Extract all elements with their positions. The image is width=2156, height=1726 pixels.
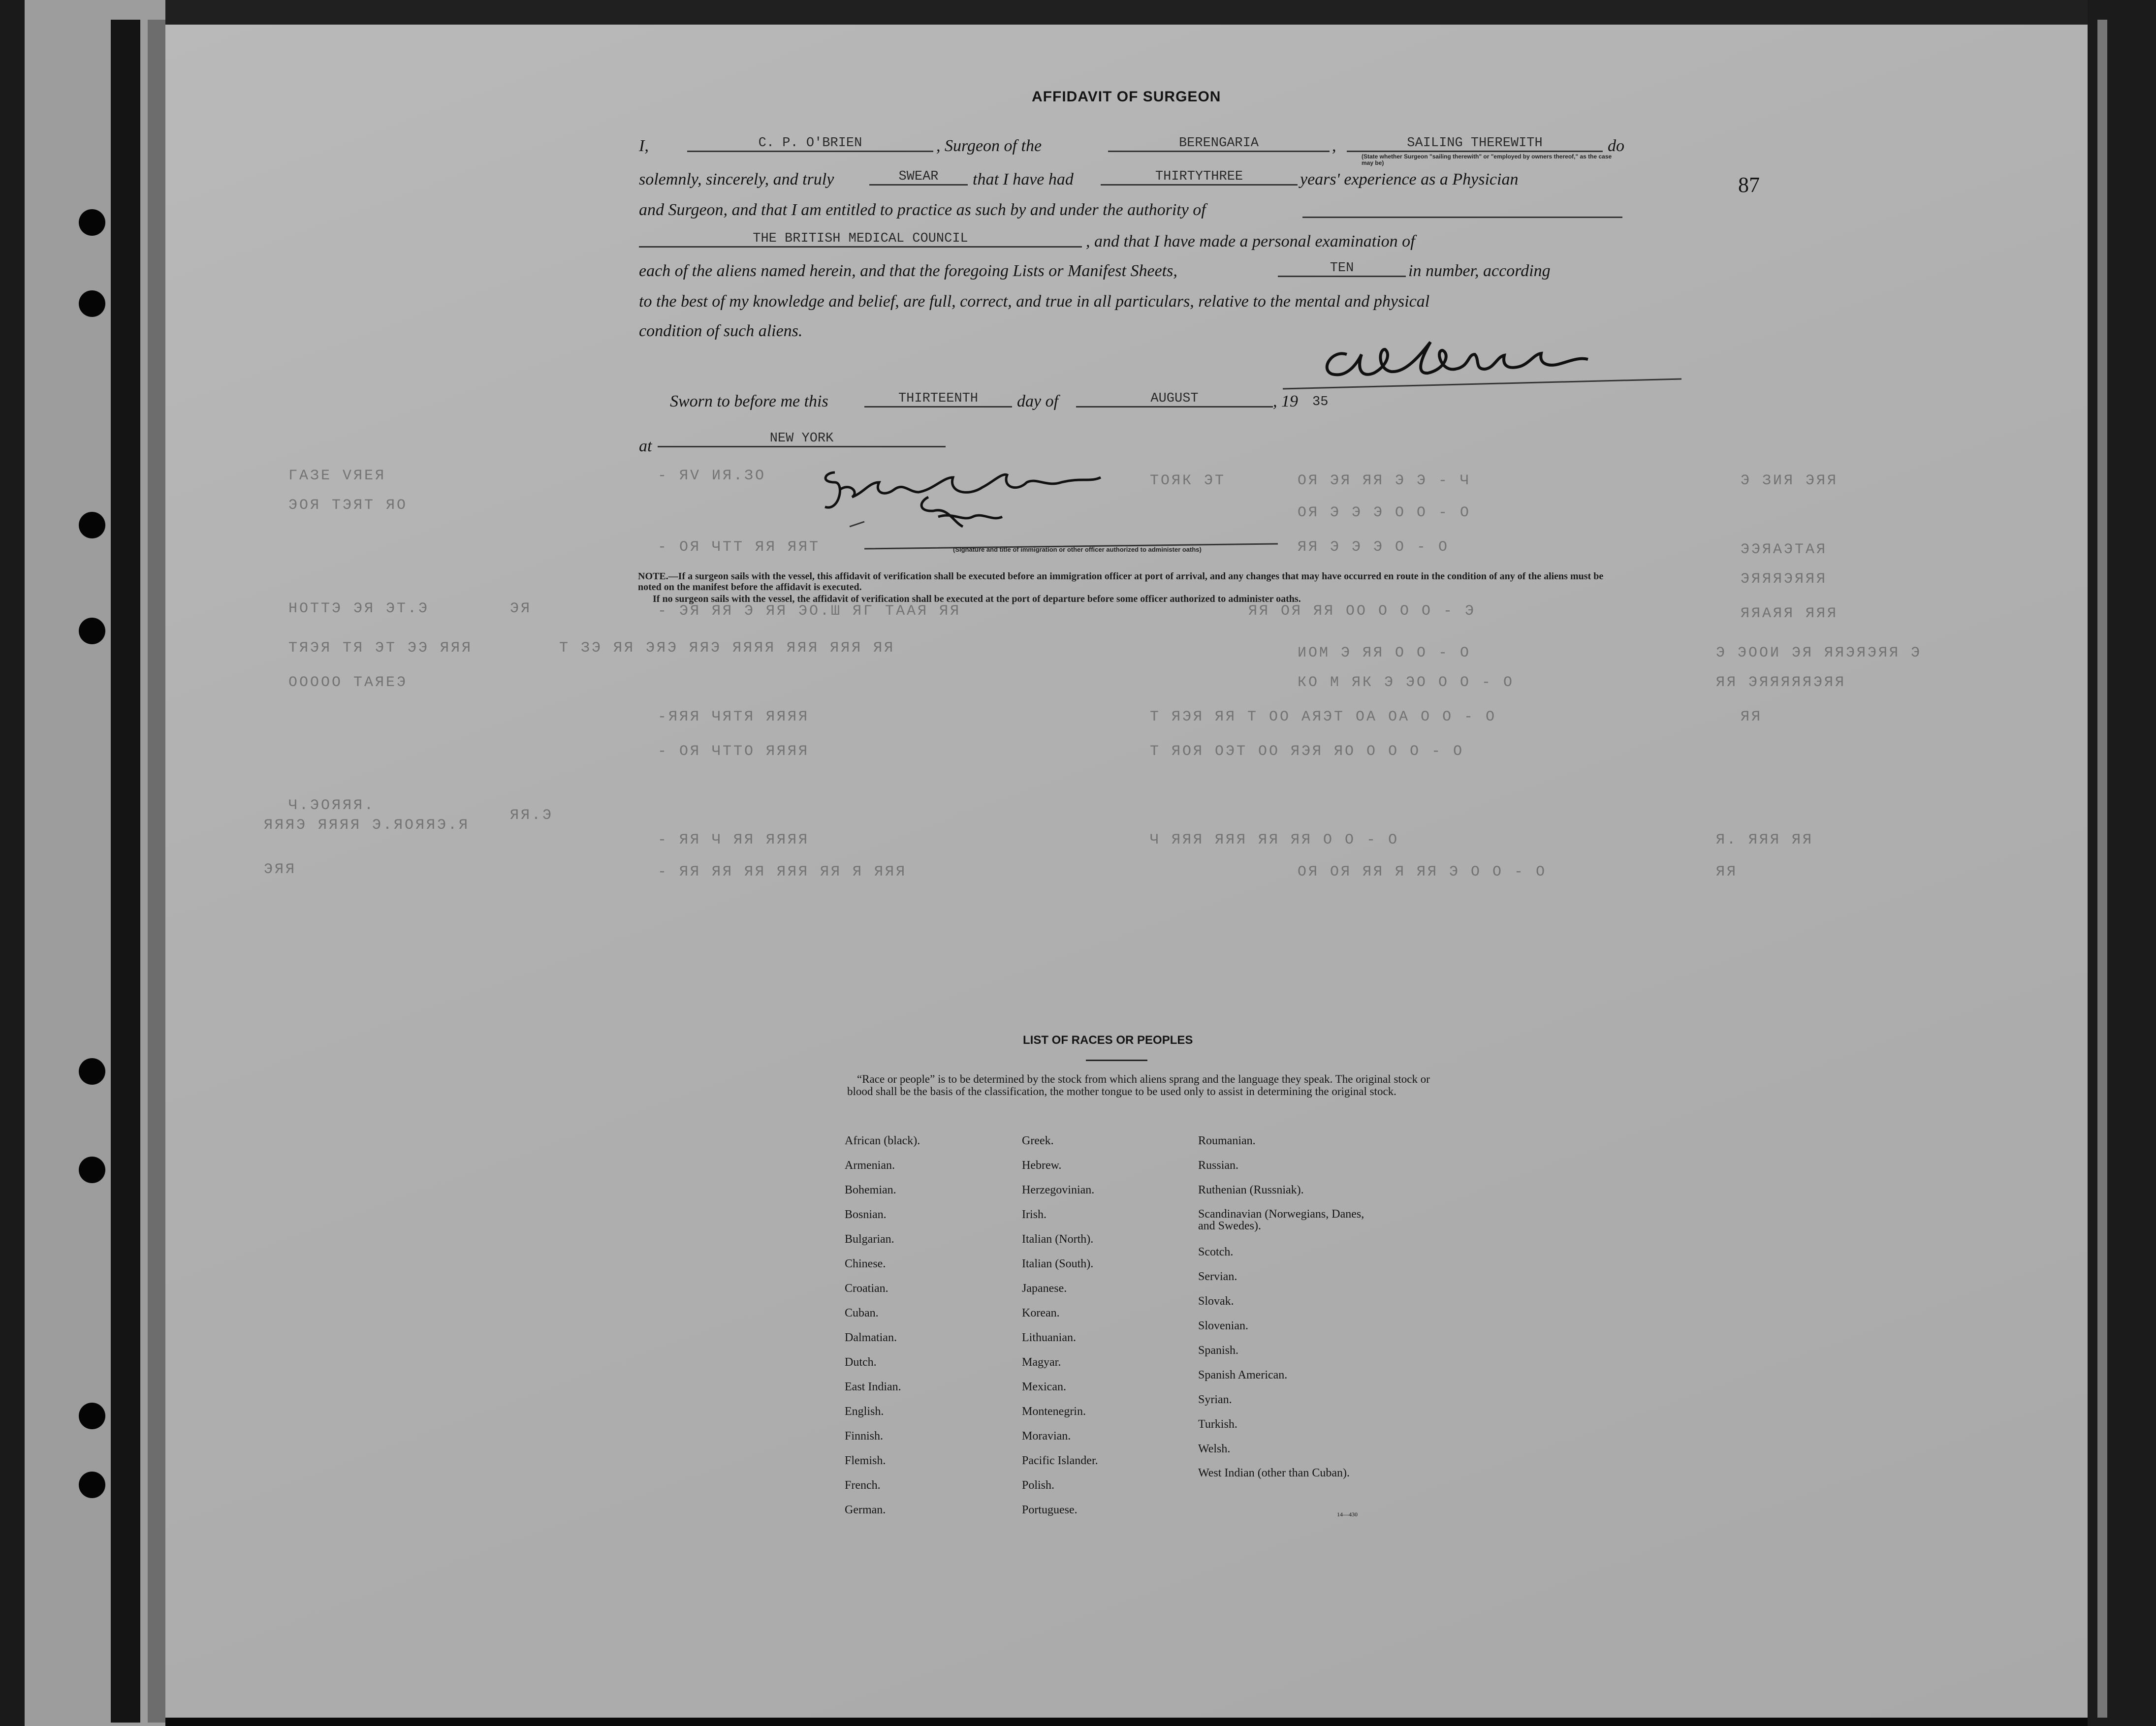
race-item: Moravian. xyxy=(1022,1430,1071,1443)
punch-hole xyxy=(79,1403,105,1429)
comma: , xyxy=(1332,137,1336,155)
authority-blank xyxy=(1302,200,1622,218)
race-item: Finnish. xyxy=(845,1430,884,1443)
race-item: Montenegrin. xyxy=(1022,1405,1086,1418)
sheets-field: TEN xyxy=(1278,261,1406,277)
race-item: Japanese. xyxy=(1022,1282,1067,1295)
text: each of the aliens named herein, and that the foregoing Lists or Manifest Sheets, xyxy=(639,262,1177,280)
race-item: Chinese. xyxy=(845,1257,886,1270)
race-item: Slovak. xyxy=(1198,1295,1234,1308)
punch-hole xyxy=(79,618,105,644)
race-item: Magyar. xyxy=(1022,1356,1061,1369)
race-item: Spanish American. xyxy=(1198,1369,1288,1381)
oath-field: SWEAR xyxy=(869,169,968,186)
race-item: Scandinavian (Norwegians, Danes, and Swedes). xyxy=(1198,1208,1364,1232)
punch-hole xyxy=(79,512,105,538)
text: at xyxy=(639,437,652,455)
race-item: French. xyxy=(845,1479,881,1492)
text: solemnly, sincerely, and truly xyxy=(639,170,834,188)
race-item: Flemish. xyxy=(845,1454,886,1467)
race-item: Croatian. xyxy=(845,1282,888,1295)
race-item: English. xyxy=(845,1405,884,1418)
top-border xyxy=(165,0,2088,25)
race-item: Lithuanian. xyxy=(1022,1331,1076,1344)
affidavit-title: AFFIDAVIT OF SURGEON xyxy=(1032,89,1221,105)
race-item: Korean. xyxy=(1022,1307,1060,1319)
manifest-sheet: ГАЗЕ VЯЕЯ - ЯV ИЯ.ЗО ТОЯК ЭТ ОЯ ЭЯ ЯЯ Э Э - Ч Э ЗИЯ ЭЯЯ ЭОЯ ТЭЯТ ЯО ОЯ Э Э Э О О - О - ОЯ ЧТТ ЯЯ ЯЯТ ЯЯ Э Э Э О - О ЭЭЯАЭТАЯ ЭЯЯЯЭЯЯЯ НОТТЭ ЭЯ ЭТ.Э ЭЯ - ЭЯ ЯЯ Э ЯЯ ЭО.Ш ЯГ ТААЯ ЯЯ ЯЯ ОЯ ЯЯ ОО О О О - Э ЯЯАЯЯ ЯЯЯ ТЯЭЯ ТЯ ЭТ ЭЭ ЯЯЯ Т ЗЭ ЯЯ ЭЯЭ ЯЯЭ ЯЯЯЯ ЯЯЯ ЯЯЯ ЯЯ ИОМ Э ЯЯ О О - О Э ЭООИ ЭЯ ЯЯЭЯЭЯЯ Э ООООО ТАЯЕЭ КО М ЯК Э ЭО О О - О ЯЯ ЭЯЯЯЯЯЭЯЯ -ЯЯЯ ЧЯТЯ ЯЯЯЯ Т ЯЭЯ ЯЯ Т ОО АЯЭТ ОА ОА О О - О ЯЯ - ОЯ ЧТТО ЯЯЯЯ Т ЯОЯ ОЭТ ОО ЯЭЯ ЯО О О О - О Ч.ЭОЯЯЯ. ЯЯЯЭ ЯЯЯЯ Э.ЯОЯЯЭ.Я ЯЯ.Э - ЯЯ Ч ЯЯ ЯЯЯЯ Ч ЯЯЯ ЯЯЯ ЯЯ ЯЯ О О - О Я. ЯЯЯ ЯЯ ЭЯЯ - ЯЯ ЯЯ ЯЯ ЯЯЯ ЯЯ Я ЯЯЯ ОЯ ОЯ ЯЯ Я ЯЯ Э О О - О ЯЯ 87 AFFIDAVIT OF SURGEON I, C. P. O'BRIEN , Surgeon of the BERENGARIA , SAILING THEREWITH do (State whether Surgeon "sailing therewith" or "employed by owners thereof," as the case may be) solemnly, sincerely, and truly SWEAR that I have had THIRTYTHREE years' experience as a Physician and Surgeon, and that I am entitled to practice as such by and under the authority of THE BRITISH MEDICAL COUNCIL , and that I have made a personal examination of each of the aliens named herein, and that the foregoing Lists or Manifest Sheets, TEN in number, according to the best of my knowledge and belief, are full, correct, and true in all particulars, relative to the mental and physical condition of such aliens. Sworn to before me this THIRTEENTH day of AUGUST , 19 35 at NEW YORK (Signature and title of immigration or other officer authorized to administer oaths) NOTE.—If a surgeon sails with the vessel, this affidavit of verification shall be executed before an immigration officer at port of arrival, and any changes that may have occurred en route in the condition of any of the aliens must be noted on the manifest before the affidavit is executed. If no surgeon sails with the vessel, the affidavit of verification shall be executed at the port of departure before some officer authorized to administer oaths. LIST OF RACES OR PEOPLES “Race or people” is to be determined by the stock from which aliens sprang and the language they speak. The original stock or blood shall be the basis of the classification, the mother tongue to be used only to assist in determining the original stock. African (black). Armenian. Bohemian. Bosnian. Bulgarian. Chinese. Croatian. Cuban. Dalmatian. Dutch. East Indian. English. Finnish. Flemish. French. German. Greek. Hebrew. Herzegovinian. Irish. Italian (North). Italian (South). Japanese. Korean. Lithuanian. Magyar. Mexican. Montenegrin. Moravian. Pacific Islander. Polish. Portuguese. Roumanian. Russian. Ruthenian (Russniak). Scandinavian (Norwegians, Danes, and Swedes). Scotch. Servian. Slovak. Slovenian. Spanish. Spanish American. Syrian. Turkish. Welsh. West Indian (other than Cuban). 14—430 xyxy=(165,25,2088,1718)
punch-hole xyxy=(79,1058,105,1085)
race-item: Syrian. xyxy=(1198,1393,1232,1406)
race-item: Ruthenian (Russniak). xyxy=(1198,1184,1304,1196)
affidavit-line-1 xyxy=(639,137,649,156)
text: years' experience as a Physician xyxy=(1300,170,1519,188)
race-item: Russian. xyxy=(1198,1159,1239,1172)
text: I, xyxy=(639,137,649,155)
sworn-month-field: AUGUST xyxy=(1076,391,1273,408)
race-item: German. xyxy=(845,1504,886,1516)
race-item: Pacific Islander. xyxy=(1022,1454,1098,1467)
race-item: Servian. xyxy=(1198,1270,1237,1283)
text: Sworn to before me this xyxy=(670,392,828,410)
text: to the best of my knowledge and belief, are full, correct, and true in all particulars, relative to the mental and physical xyxy=(639,292,1430,311)
race-item: African (black). xyxy=(845,1134,920,1147)
vessel-field: BERENGARIA xyxy=(1108,136,1330,152)
surgeon-signature xyxy=(1273,320,1691,404)
races-intro: “Race or people” is to be determined by the stock from which aliens sprang and the language they speak. The original stock or blood shall be the basis of the classification, the mother tongue to be used only to assist in determining the original stock. xyxy=(847,1073,1430,1098)
race-item: Welsh. xyxy=(1198,1443,1231,1455)
text: day of xyxy=(1017,392,1059,410)
race-item: Mexican. xyxy=(1022,1381,1066,1393)
race-item: Hebrew. xyxy=(1022,1159,1062,1172)
race-item: East Indian. xyxy=(845,1381,901,1393)
race-item: Dalmatian. xyxy=(845,1331,897,1344)
note-1: NOTE.—If a surgeon sails with the vessel, this affidavit of verification shall be executed before an immigration officer at port of arrival, and any changes that may have occurred en route in the condition of any of the aliens must be noted on the manifest before the affidavit is executed. xyxy=(638,571,1604,593)
race-item: Greek. xyxy=(1022,1134,1054,1147)
form-number: 14—430 xyxy=(1337,1511,1358,1518)
punch-hole xyxy=(79,290,105,317)
text: , and that I have made a personal examination of xyxy=(1086,232,1415,251)
note-2: If no surgeon sails with the vessel, the affidavit of verification shall be executed at the port of departure before some officer authorized to administer oaths. xyxy=(653,594,1301,604)
race-item: Roumanian. xyxy=(1198,1134,1256,1147)
race-item: Herzegovinian. xyxy=(1022,1184,1095,1196)
race-item: Dutch. xyxy=(845,1356,877,1369)
text: , 19 xyxy=(1273,392,1298,410)
punch-hole xyxy=(79,1157,105,1183)
punch-hole xyxy=(79,1472,105,1498)
authority-field: THE BRITISH MEDICAL COUNCIL xyxy=(639,231,1082,248)
text: condition of such aliens. xyxy=(639,322,803,340)
text: and Surgeon, and that I am entitled to practice as such by and under the authority of xyxy=(639,201,1206,219)
punch-hole xyxy=(79,209,105,236)
page-number: 87 xyxy=(1738,173,1760,197)
officer-signature xyxy=(805,453,1298,561)
text: that I have had xyxy=(973,170,1074,188)
race-item: West Indian (other than Cuban). xyxy=(1198,1467,1350,1479)
race-item: Armenian. xyxy=(845,1159,895,1172)
place-field: NEW YORK xyxy=(658,431,946,447)
race-item: Slovenian. xyxy=(1198,1319,1248,1332)
officer-caption: (Signature and title of immigration or other officer authorized to administer oaths) xyxy=(953,546,1202,553)
right-border xyxy=(2088,0,2156,1726)
race-item: Turkish. xyxy=(1198,1418,1237,1431)
race-item: Spanish. xyxy=(1198,1344,1239,1357)
binder-edge xyxy=(0,0,165,1726)
sworn-day-field: THIRTEENTH xyxy=(864,391,1012,408)
race-item: Cuban. xyxy=(845,1307,879,1319)
text: do xyxy=(1608,137,1624,155)
race-item: Italian (North). xyxy=(1022,1233,1094,1246)
surgeon-name-field: C. P. O'BRIEN xyxy=(687,136,933,152)
races-title-rule xyxy=(1086,1060,1147,1061)
race-item: Bohemian. xyxy=(845,1184,896,1196)
sailing-note: (State whether Surgeon "sailing therewith" or "employed by owners thereof," as the case may be) xyxy=(1362,153,1612,166)
race-item: Scotch. xyxy=(1198,1246,1234,1258)
race-item: Italian (South). xyxy=(1022,1257,1094,1270)
sailing-field: SAILING THEREWITH xyxy=(1347,136,1603,152)
race-item: Bulgarian. xyxy=(845,1233,894,1246)
races-title: LIST OF RACES OR PEOPLES xyxy=(1023,1034,1193,1047)
text: in number, according xyxy=(1408,262,1551,280)
race-item: Irish. xyxy=(1022,1208,1046,1221)
years-field: THIRTYTHREE xyxy=(1101,169,1298,186)
race-item: Bosnian. xyxy=(845,1208,887,1221)
text: , Surgeon of the xyxy=(936,137,1042,155)
sworn-year: 35 xyxy=(1312,395,1329,409)
race-item: Polish. xyxy=(1022,1479,1055,1492)
race-item: Portuguese. xyxy=(1022,1504,1078,1516)
